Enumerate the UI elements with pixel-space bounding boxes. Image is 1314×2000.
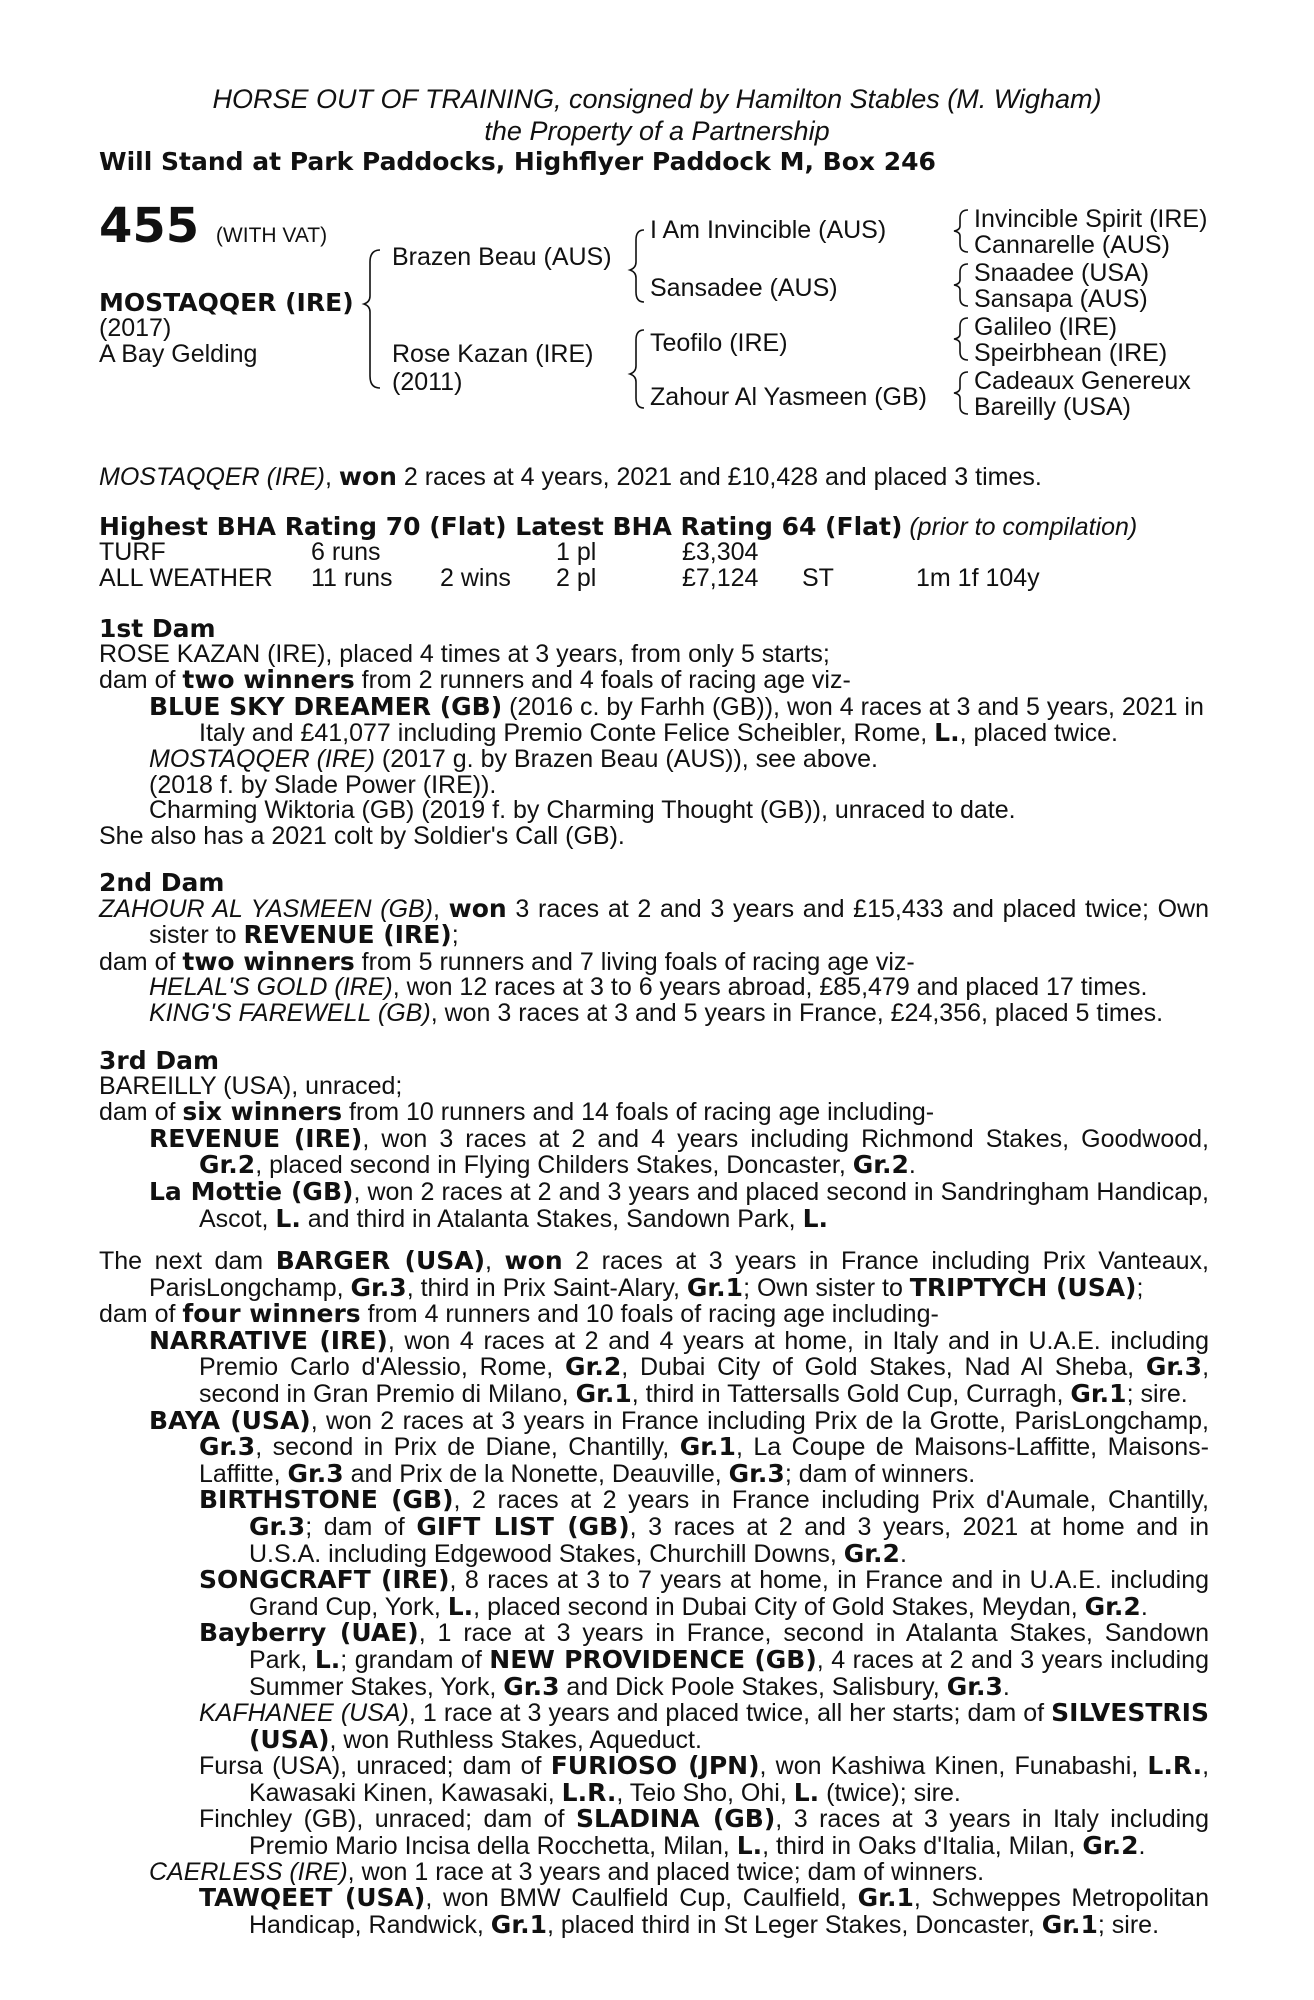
grade: Gr.3 xyxy=(350,1272,407,1302)
produce-name: FURIOSO (JPN) xyxy=(550,1751,760,1781)
grade: L. xyxy=(793,1777,820,1807)
produce-entry xyxy=(99,975,1209,1001)
text: , Teio Sho, Ohi, xyxy=(616,1778,794,1807)
pedigree-gen3: Sansapa (AUS) xyxy=(974,285,1148,313)
text: dam of xyxy=(99,1300,183,1329)
text: 3 races at 2 and 3 years and £15,433 and placed twice; Own sister to xyxy=(149,894,1209,950)
text: The next dam xyxy=(99,1247,276,1275)
text: ; dam of xyxy=(305,1512,417,1541)
text: , third in Prix Saint-Alary, xyxy=(406,1273,687,1302)
dam-produce-line xyxy=(99,667,1209,694)
text: , placed second in Dubai City of Gold Stakes, Meydan, xyxy=(473,1592,1085,1621)
text: , 3 races at 3 years in Italy including Premio Mario Incisa della Rocchetta, Milan, xyxy=(249,1805,1209,1861)
produce-entry xyxy=(99,1567,1209,1620)
third-dam-section xyxy=(99,1048,1209,1232)
text: from 4 runners and 10 foals of racing age including- xyxy=(360,1300,939,1329)
vat-note: (WITH VAT) xyxy=(215,224,328,247)
produce-name: NEW PROVIDENCE (GB) xyxy=(489,1644,817,1674)
text: . xyxy=(1140,1592,1148,1621)
catalogue-header-line2: the Property of a Partnership xyxy=(484,116,830,146)
produce-entry xyxy=(99,998,1209,1027)
record-wins: 2 wins xyxy=(440,564,511,592)
produce-name: CAERLESS (IRE) xyxy=(149,1857,348,1886)
produce-entry xyxy=(99,1487,1209,1567)
grade: Gr.1 xyxy=(679,1432,736,1462)
pedigree-dam-dam: Zahour Al Yasmeen (GB) xyxy=(650,383,927,411)
summary-horse: MOSTAQQER (IRE) xyxy=(99,463,325,491)
section-title: 1st Dam xyxy=(99,614,216,643)
text: , won 12 races at 3 to 6 years abroad, £85,479 and placed 17 times. xyxy=(392,973,1148,1002)
record-runs: 11 runs xyxy=(311,564,393,592)
produce-name: REVENUE (IRE) xyxy=(149,1123,363,1153)
rating-values: Highest BHA Rating 70 (Flat) Latest BHA Rating 64 (Flat) xyxy=(99,512,903,541)
text: and third in Atalanta Stakes, Sandown Park, xyxy=(300,1204,803,1233)
text: , xyxy=(433,894,449,923)
stabling-location: Will Stand at Park Paddocks, Highflyer Paddock M, Box 246 xyxy=(99,147,936,176)
dam-line: BAREILLY (USA), unraced; xyxy=(99,1071,403,1100)
record-earnings: £7,124 xyxy=(682,564,759,592)
text: , placed second in Flying Childers Stakes, Doncaster, xyxy=(255,1151,853,1180)
record-surface: TURF xyxy=(99,538,166,566)
text: , third in Tattersalls Gold Cup, Curragh, xyxy=(631,1379,1071,1408)
grade: L. xyxy=(447,1591,474,1621)
text: , 4 races at 2 and 3 years including Summer Stakes, York, xyxy=(249,1645,1209,1701)
sibling-name: REVENUE (IRE) xyxy=(243,920,452,950)
grade: L. xyxy=(314,1644,341,1674)
text: , placed twice. xyxy=(959,719,1118,748)
produce-name: BAYA (USA) xyxy=(149,1405,311,1435)
text: , 2 races at 2 years in France including Prix d'Aumale, Chantilly, xyxy=(453,1486,1209,1515)
produce-entry xyxy=(99,1405,1209,1488)
text: Fursa (USA), unraced; dam of xyxy=(199,1752,551,1781)
summary-sep: , xyxy=(324,463,339,491)
text: , placed third in St Leger Stakes, Doncaster, xyxy=(546,1910,1042,1939)
grade: Gr.1 xyxy=(1041,1909,1098,1939)
text: , won 2 races at 2 and 3 years and placed second in Sandringham Handicap, Ascot, xyxy=(199,1177,1209,1233)
dam-produce-line xyxy=(99,1099,1209,1126)
text: . xyxy=(1002,1672,1010,1701)
record-distance: 1m 1f 104y xyxy=(916,564,1040,592)
dam-line: ROSE KAZAN (IRE), placed 4 times at 3 years, from only 5 starts; xyxy=(99,639,830,668)
pedigree-gen3: Cannarelle (AUS) xyxy=(974,231,1170,259)
record-surface: ALL WEATHER xyxy=(99,564,273,592)
text: dam of xyxy=(99,666,183,695)
text: . xyxy=(899,1539,907,1568)
produce-name: NARRATIVE (IRE) xyxy=(149,1325,388,1355)
grade: Gr.1 xyxy=(575,1378,632,1408)
grade: Gr.1 xyxy=(490,1909,547,1939)
produce-name: BIRTHSTONE (GB) xyxy=(199,1485,454,1515)
horse-year: (2017) xyxy=(99,314,172,342)
grade: Gr.3 xyxy=(1145,1352,1203,1382)
grade: Gr.2 xyxy=(1082,1831,1139,1861)
produce-name: KING'S FAREWELL (GB) xyxy=(149,998,431,1027)
won: won xyxy=(448,893,507,923)
produce-entry xyxy=(99,1885,1209,1938)
second-dam-section xyxy=(99,870,1209,1027)
grade: Gr.3 xyxy=(503,1671,560,1701)
text: dam of xyxy=(99,947,183,976)
grade: L.R. xyxy=(561,1777,617,1807)
pedigree-gen3: Galileo (IRE) xyxy=(974,313,1118,341)
text: ; grandam of xyxy=(340,1645,490,1674)
produce-entry xyxy=(99,744,1209,773)
rating-note: (prior to compilation) xyxy=(909,513,1138,541)
bha-rating xyxy=(99,512,1137,542)
text: , 1 race at 3 years and placed twice, all her starts; dam of xyxy=(408,1699,1052,1728)
text: , won 3 races at 3 and 5 years in France, £24,356, placed 5 times. xyxy=(430,998,1164,1027)
produce-name: BLUE SKY DREAMER (GB) xyxy=(149,691,503,721)
record-placed: 1 pl xyxy=(556,538,597,566)
grade: Gr.2 xyxy=(565,1352,622,1382)
dam-produce-line xyxy=(99,1301,1209,1328)
grade: L. xyxy=(934,718,960,748)
text: , Kawasaki Kinen, Kawasaki, xyxy=(249,1752,1210,1807)
grade: Gr.3 xyxy=(199,1432,256,1462)
first-dam-section xyxy=(99,616,1209,849)
produce-entry: (2018 f. by Slade Power (IRE)). xyxy=(149,770,497,799)
winners-count: four winners xyxy=(182,1299,361,1329)
text: and Prix de la Nonette, Deauville, xyxy=(343,1459,729,1488)
produce-entry xyxy=(99,1753,1209,1806)
text: , second in Gran Premio di Milano, xyxy=(199,1353,1210,1408)
produce-name: GIFT LIST (GB) xyxy=(416,1511,630,1541)
grade: Gr.2 xyxy=(843,1538,900,1568)
text: from 5 runners and 7 living foals of racing age viz- xyxy=(354,947,915,976)
produce-name: Bayberry (UAE) xyxy=(199,1618,419,1648)
text: , 3 races at 2 and 3 years, 2021 at home and in U.S.A. including Edgewood Stakes, Churchill Downs, xyxy=(249,1512,1210,1568)
grade: Gr.2 xyxy=(199,1150,256,1180)
grade: L. xyxy=(275,1203,301,1233)
winners-count: two winners xyxy=(182,946,355,976)
produce-entry xyxy=(99,691,1209,748)
grade: Gr.3 xyxy=(249,1511,306,1541)
dam-produce-line xyxy=(99,946,1209,976)
horse-description: A Bay Gelding xyxy=(99,340,258,368)
produce-name: La Mottie (GB) xyxy=(149,1176,354,1206)
grade: Gr.1 xyxy=(686,1272,744,1302)
pedigree-gen3: Bareilly (USA) xyxy=(974,393,1131,421)
text: from 2 runners and 4 foals of racing age viz- xyxy=(354,666,851,695)
grade: L. xyxy=(736,1831,763,1861)
sibling-name: TRIPTYCH (USA) xyxy=(909,1272,1137,1302)
record-placed: 2 pl xyxy=(556,564,597,592)
text: ; xyxy=(1136,1273,1144,1302)
grade: Gr.3 xyxy=(287,1458,344,1488)
dam-name: ZAHOUR AL YASMEEN (GB) xyxy=(99,894,434,923)
text: Finchley (GB), unraced; dam of xyxy=(199,1805,576,1834)
winners-count: two winners xyxy=(182,665,355,695)
text: ; sire. xyxy=(1126,1379,1188,1408)
produce-entry xyxy=(99,1620,1209,1700)
text: , Dubai City of Gold Stakes, Nad Al Sheba, xyxy=(621,1353,1146,1382)
text: (twice); sire. xyxy=(819,1778,961,1807)
produce-name: MOSTAQQER (IRE) xyxy=(149,744,375,773)
text: , won 1 race at 3 years and placed twice; dam of winners. xyxy=(347,1857,985,1886)
record-earnings: £3,304 xyxy=(682,538,759,566)
summary-won: won xyxy=(338,462,397,491)
horse-name: MOSTAQQER (IRE) xyxy=(99,288,354,317)
text: , Schweppes Metropolitan Handicap, Randwick, xyxy=(249,1884,1209,1939)
summary-text: 2 races at 4 years, 2021 and £10,428 and placed 3 times. xyxy=(396,463,1042,491)
won: won xyxy=(504,1246,563,1275)
winners-count: six winners xyxy=(182,1097,343,1127)
text: ; xyxy=(451,921,459,950)
text: 2 races at 3 years in France including Prix Vanteaux, ParisLongchamp, xyxy=(149,1247,1209,1302)
grade: L.R. xyxy=(1147,1751,1203,1781)
pedigree-dam-year: (2011) xyxy=(392,368,463,396)
pedigree-dam: Rose Kazan (IRE) xyxy=(392,340,594,368)
text: , third in Oaks d'Italia, Milan, xyxy=(762,1832,1083,1861)
record-course: ST xyxy=(802,564,834,592)
text: ; dam of winners. xyxy=(784,1459,976,1488)
dam-line xyxy=(99,1248,1209,1301)
grade: Gr.3 xyxy=(728,1458,785,1488)
grade: Gr.3 xyxy=(946,1671,1003,1701)
text: from 10 runners and 14 foals of racing age including- xyxy=(342,1098,935,1127)
text: ; Own sister to xyxy=(743,1273,910,1302)
produce-entry xyxy=(99,1857,1209,1886)
produce-name: KAFHANEE (USA) xyxy=(199,1699,409,1728)
text: ; sire. xyxy=(1097,1910,1160,1939)
text: , won 2 races at 3 years in France including Prix de la Grotte, ParisLongchamp, xyxy=(310,1406,1209,1435)
text: , won Ruthless Stakes, Aqueduct. xyxy=(329,1725,702,1754)
produce-entry: Charming Wiktoria (GB) (2019 f. by Charming Thought (GB)), unraced to date. xyxy=(149,796,1016,825)
section-title: 2nd Dam xyxy=(99,868,225,897)
catalogue-header-line1: HORSE OUT OF TRAINING, consigned by Hamilton Stables (M. Wigham) xyxy=(212,84,1102,114)
text: , xyxy=(485,1247,505,1275)
text: , La Coupe de Maisons-Laffitte, Maisons-Laffitte, xyxy=(199,1433,1209,1488)
section-title: 3rd Dam xyxy=(99,1046,219,1075)
text: (2016 c. by Farhh (GB)), won 4 races at 3 and 5 years, 2021 in Italy and £41,077 including Premio Conte Felice Scheibler, Rome, xyxy=(199,692,1204,748)
text: , won BMW Caulfield Cup, Caulfield, xyxy=(425,1884,858,1913)
pedigree-gen3: Speirbhean (IRE) xyxy=(974,339,1168,367)
text: , won Kashiwa Kinen, Funabashi, xyxy=(759,1752,1148,1781)
text: . xyxy=(1138,1832,1146,1861)
pedigree-sire-sire: I Am Invincible (AUS) xyxy=(650,216,887,244)
produce-name: SILVESTRIS (USA) xyxy=(249,1698,1209,1754)
text: dam of xyxy=(99,1098,183,1127)
lot-number-value: 455 xyxy=(99,198,200,254)
text: , won 3 races at 2 and 4 years including Richmond Stakes, Goodwood, xyxy=(362,1124,1210,1153)
text: , won 4 races at 2 and 4 years at home, in Italy and in U.A.E. including Premio Carlo d'Alessio, Rome, xyxy=(199,1326,1209,1382)
pedigree-sire: Brazen Beau (AUS) xyxy=(392,243,612,271)
dam-name: BARGER (USA) xyxy=(275,1246,486,1275)
grade: Gr.1 xyxy=(1070,1378,1127,1408)
produce-entry xyxy=(99,1700,1209,1753)
dam-line xyxy=(99,893,1209,950)
produce-entry xyxy=(99,1123,1210,1180)
grade: L. xyxy=(802,1203,828,1233)
record-runs: 6 runs xyxy=(311,538,381,566)
grade: Gr.2 xyxy=(852,1150,909,1180)
grade: Gr.2 xyxy=(1084,1591,1141,1621)
produce-name: HELAL'S GOLD (IRE) xyxy=(149,973,393,1002)
text: (2017 g. by Brazen Beau (AUS)), see above. xyxy=(374,744,878,773)
produce-name: SONGCRAFT (IRE) xyxy=(199,1565,450,1595)
race-summary xyxy=(99,462,1042,492)
produce-entry xyxy=(99,1176,1209,1233)
next-dam-section xyxy=(99,1248,1209,1938)
pedigree-gen3: Cadeaux Genereux xyxy=(974,367,1191,395)
text: and Dick Poole Stakes, Salisbury, xyxy=(559,1672,947,1701)
produce-entry xyxy=(99,1806,1209,1859)
pedigree-gen3: Snaadee (USA) xyxy=(974,259,1150,287)
text: , 8 races at 3 to 7 years at home, in France and in U.A.E. including Grand Cup, York, xyxy=(249,1566,1209,1621)
produce-entry xyxy=(99,1325,1210,1408)
pedigree-gen3: Invincible Spirit (IRE) xyxy=(974,205,1208,233)
dam-note: She also has a 2021 colt by Soldier's Call (GB). xyxy=(99,821,625,850)
produce-name: SLADINA (GB) xyxy=(576,1804,776,1834)
pedigree-dam-sire: Teofilo (IRE) xyxy=(650,329,788,357)
produce-name: TAWQEET (USA) xyxy=(199,1883,426,1913)
pedigree-sire-dam: Sansadee (AUS) xyxy=(650,274,838,302)
text: , second in Prix de Diane, Chantilly, xyxy=(255,1433,680,1462)
text: , 1 race at 3 years in France, second in Atalanta Stakes, Sandown Park, xyxy=(249,1619,1209,1674)
text: . xyxy=(908,1151,916,1180)
grade: Gr.1 xyxy=(857,1883,914,1913)
